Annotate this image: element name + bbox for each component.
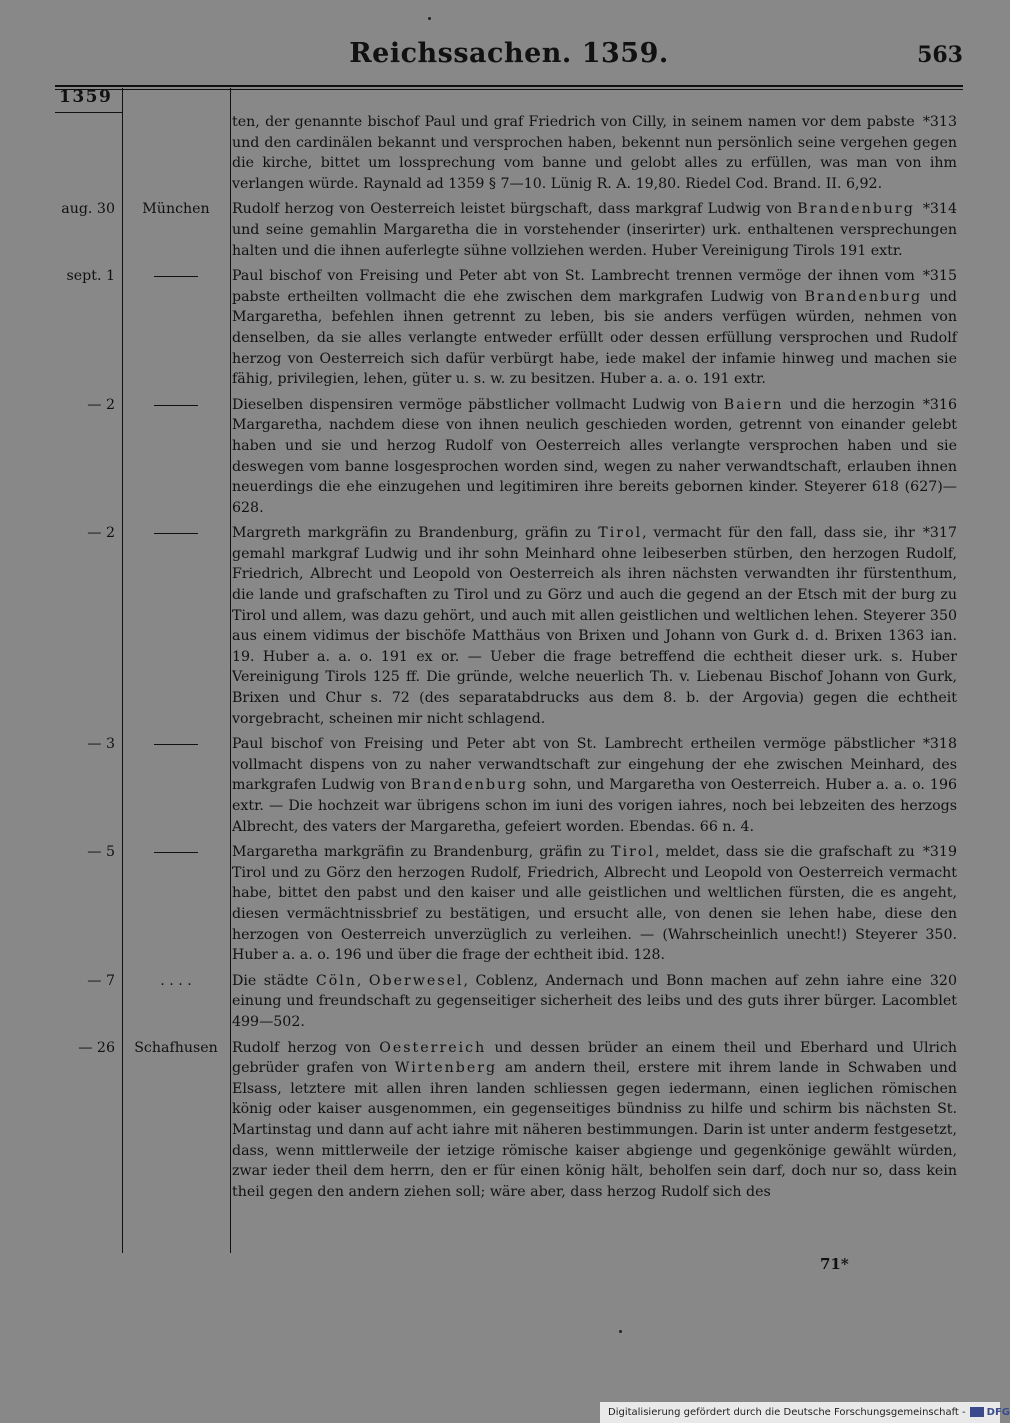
entry-place: München xyxy=(142,201,210,218)
regest-entry xyxy=(55,842,963,966)
entry-text-segment: ten, der genannte bischof Paul und graf Friedrich von Cilly, in seinem namen vor dem pabste und den cardinälen bekannt und versprochen haben, bekennt nun persönlich seine vergehen gegen die kirche, bittet um lossprechung vom banne und gelobt alles zu erfüllen, was man von ihm verlangen würde. Raynald ad 1359 § 7—10. Lünig R. A. 19,80. Riedel Cod. Brand. II. 6,92. xyxy=(232,114,957,192)
entry-date: — 2 xyxy=(87,396,115,413)
entry-number: *319 xyxy=(922,844,957,861)
entry-text-segment: sohn, und Margaretha von Oesterreich. Huber a. a. o. 196 extr. — Die hochzeit war übrigens schon im iuni des vorigen iahres, noch bei lebzeiten des herzogs Albrecht, des vaters der Margaretha, gefeiert worden. Ebendas. 66 n. 4. xyxy=(232,777,958,835)
entry-text xyxy=(232,266,957,390)
entry-name-spaced: Brandenburg xyxy=(797,201,915,218)
entry-name-spaced: Brandenburg xyxy=(410,777,529,794)
entry-text-segment: Die städte xyxy=(232,972,316,989)
dfg-logo-label: DFG xyxy=(986,1407,1010,1418)
entry-name-spaced: Oesterreich xyxy=(379,1039,487,1056)
entry-number: *316 xyxy=(922,396,957,413)
entry-text xyxy=(232,523,957,729)
regest-entry xyxy=(55,971,963,1033)
entry-date: — 26 xyxy=(78,1039,115,1056)
regest-entry xyxy=(55,523,963,729)
entry-number: 320 xyxy=(929,972,957,989)
entry-text-segment: , xyxy=(356,972,369,989)
year-label: 1359 xyxy=(59,87,113,107)
entry-date: — 7 xyxy=(87,972,115,989)
regest-entry xyxy=(55,199,963,261)
page-number: 563 xyxy=(917,42,963,68)
entry-number: *313 xyxy=(922,114,957,130)
entry-name-spaced: Oberwesel xyxy=(368,972,464,989)
year-box xyxy=(55,80,963,107)
entry-name-spaced: Brandenburg xyxy=(804,288,923,305)
entry-text-segment: und seine gemahlin Margaretha die in vorstehender (inserirter) urk. enthaltenen versprechungen halten und die ihnen auferlegte sühne vollziehen werden. Huber Vereinigung Tirols 191 extr. xyxy=(232,221,957,259)
entries-list xyxy=(55,112,963,1202)
digitization-footer xyxy=(600,1402,1010,1423)
regest-entry xyxy=(55,266,963,390)
entry-number: *318 xyxy=(922,736,957,753)
entry-text xyxy=(232,395,957,519)
entry-place-ditto xyxy=(125,523,227,534)
footer-text: Digitalisierung gefördert durch die Deutsche Forschungsgemeinschaft - xyxy=(608,1407,966,1418)
entry-number: *315 xyxy=(922,268,957,285)
entry-text xyxy=(232,1038,957,1203)
entry-place: . . . . xyxy=(160,972,192,989)
entry-place-ditto xyxy=(125,842,227,853)
entry-date: aug. 30 xyxy=(61,201,115,218)
entry-date: — 5 xyxy=(87,844,115,861)
page-speck xyxy=(619,1330,622,1333)
page-header xyxy=(55,38,963,74)
entry-number: *314 xyxy=(922,201,957,218)
entry-text-segment: Dieselben dispensiren vermöge päbstlicher vollmacht Ludwig von xyxy=(232,396,724,413)
entry-text-segment: Rudolf herzog von xyxy=(232,1039,380,1056)
entry-text-segment: und die herzogin Margaretha, nachdem diese von ihnen neulich geschieden worden, getrennt von einander gelebt haben und sie und herzog Rudolf von Oesterreich alles verlangte versprochen haben und sie deswegen vom banne losgesprochen worden sind, wegen zu naher verwandtschaft, erlauben ihnen neuerdings die ehe einzugehen und legitimiren ihre bereits gebornen kinder. Steyerer 618 (627)—628. xyxy=(232,396,957,516)
entry-name-spaced: Cöln xyxy=(315,972,357,989)
entry-name-spaced: Tirol xyxy=(598,525,643,542)
top-rule-thin xyxy=(55,89,963,90)
regest-entry xyxy=(55,1038,963,1203)
entry-text-segment: Rudolf herzog von Oesterreich leistet bürgschaft, dass markgraf Ludwig von xyxy=(232,201,798,218)
entry-text-segment: Margaretha markgräfin zu Brandenburg, gräfin zu xyxy=(232,844,612,861)
entry-name-spaced: Baiern xyxy=(723,396,784,413)
entry-text-segment: am andern theil, erstere mit ihrem lande in Schwaben und Elsass, letztere mit allen ihren landen schliessen gegen iedermann, einen ieglichen römischen könig oder kaiser ausgenommen, ein gegenseitiges bündniss zu hilfe und schirm bis nächsten St. Martinstag und dann auf acht iahre mit näheren bestimmungen. Darin ist unter anderm festgesetzt, dass, wenn mittlerweile der ietzige römische kaiser abgienge und gegenkönige gewählt würden, zwar ieder theil dem herrn, den er für einen könig hält, beholfen sein darf, doch nur so, dass kein theil gegen den andern ziehen soll; wäre aber, dass herzog Rudolf sich des xyxy=(232,1060,957,1200)
entry-text xyxy=(232,112,957,194)
entry-text xyxy=(232,734,957,837)
entry-place-ditto xyxy=(125,395,227,406)
entry-name-spaced: Tirol xyxy=(611,844,655,861)
signature-mark: 71* xyxy=(820,1255,849,1273)
entry-date: sept. 1 xyxy=(66,268,115,285)
entry-date: — 3 xyxy=(87,736,115,753)
entry-text-segment: Paul bischof von Freising und Peter abt von St. Lambrecht ertheilen vermöge päbstlicher vollmacht dispens von zu naher verwandtschaft zur eingehung der ehe zwischen Meinhard, des markgrafen Ludwig von xyxy=(232,736,957,794)
entry-text-segment: , vermacht für den fall, dass sie, ihr gemahl markgraf Ludwig und ihr sohn Meinhard ohne leibeserben stürben, den herzogen Rudolf, Friedrich, Albrecht und Leopold von Oesterreich als ihren nächsten verwandten ihr fürstenthum, die lande und grafschaften zu Tirol und zu Görz und auch die gegend an der Etsch mit der burg zu Tirol und allem, was dazu gehört, und auch mit allen geistlichen und weltlichen lehen. Steyerer 350 aus einem vidimus der bischöfe Matthäus von Brixen und Johann von Gurk d. d. Brixen 1363 ian. 19. Huber a. a. o. 191 ex or. — Ueber die frage betreffend die echtheit dieser urk. s. Huber Vereinigung Tirols 125 ff. Die gründe, welche neuerlich Th. v. Liebenau Bischof Johann von Gurk, Brixen und Chur s. 72 (des separatabdrucks aus dem 8. b. der Argovia) gegen die echtheit vorgebracht, scheinen mir nicht schlagend. xyxy=(232,525,957,727)
entry-text-segment: Paul bischof von Freising und Peter abt von St. Lambrecht trennen vermöge der ihnen vom pabste ertheilten vollmacht die ehe zwischen dem markgrafen Ludwig von xyxy=(232,268,915,305)
entry-date: — 2 xyxy=(87,525,115,542)
regest-entry xyxy=(55,395,963,519)
entry-place-ditto xyxy=(125,266,227,277)
entry-text xyxy=(232,971,957,1033)
entry-name-spaced: Wirtenberg xyxy=(394,1060,498,1077)
page-speck xyxy=(428,17,431,20)
entry-text xyxy=(232,199,957,261)
entry-text-segment: und dessen brüder an einem theil und Eberhard und Ulrich gebrüder grafen von xyxy=(232,1039,957,1077)
running-title: Reichssachen. 1359. xyxy=(349,38,669,69)
regest-entry xyxy=(55,112,963,194)
entry-text-segment: , Coblenz, Andernach und Bonn machen auf zehn iahre eine einung und freundschaft zu gegenseitiger sicherheit des leibs und des guts ihrer bürger. Lacomblet 499—502. xyxy=(232,972,957,1030)
entry-text-segment: Margreth markgräfin zu Brandenburg, gräfin zu xyxy=(232,525,599,542)
entry-text-segment: , meldet, dass sie die grafschaft zu Tirol und zu Görz den herzogen Rudolf, Friedrich, Albrecht und Leopold von Oesterreich vermacht habe, bittet den pabst und den kaiser und alle geistlichen und weltlichen fürsten, die es angeht, diesen vermächtnissbrief zu bestätigen, und ersucht alle, von denen sie lehen habe, diese den herzogen von Oesterreich unverzüglich zu verleihen. — (Wahrscheinlich unecht!) Steyerer 350. Huber a. a. o. 196 und über die frage der echtheit ibid. 128. xyxy=(232,844,957,964)
entry-place: Schafhusen xyxy=(134,1039,218,1056)
top-rule xyxy=(55,85,963,87)
regest-entry xyxy=(55,734,963,837)
entry-number: *317 xyxy=(922,525,957,542)
dfg-logo-icon xyxy=(970,1407,984,1417)
entry-place-ditto xyxy=(125,734,227,745)
entry-text xyxy=(232,842,957,966)
entry-text-segment: und Margaretha, befehlen ihnen getrennt zu leben, bis sie anders verfügen würden, nehmen von denselben, da sie alles verlangte entweder erfüllt oder dessen erfüllung versprochen und Rudolf herzog von Oesterreich sich dafür verbürgt habe, iede makel der infamie hinweg und machen sie fähig, privilegien, lehen, güter u. s. w. zu besitzen. Huber a. a. o. 191 extr. xyxy=(232,288,957,388)
